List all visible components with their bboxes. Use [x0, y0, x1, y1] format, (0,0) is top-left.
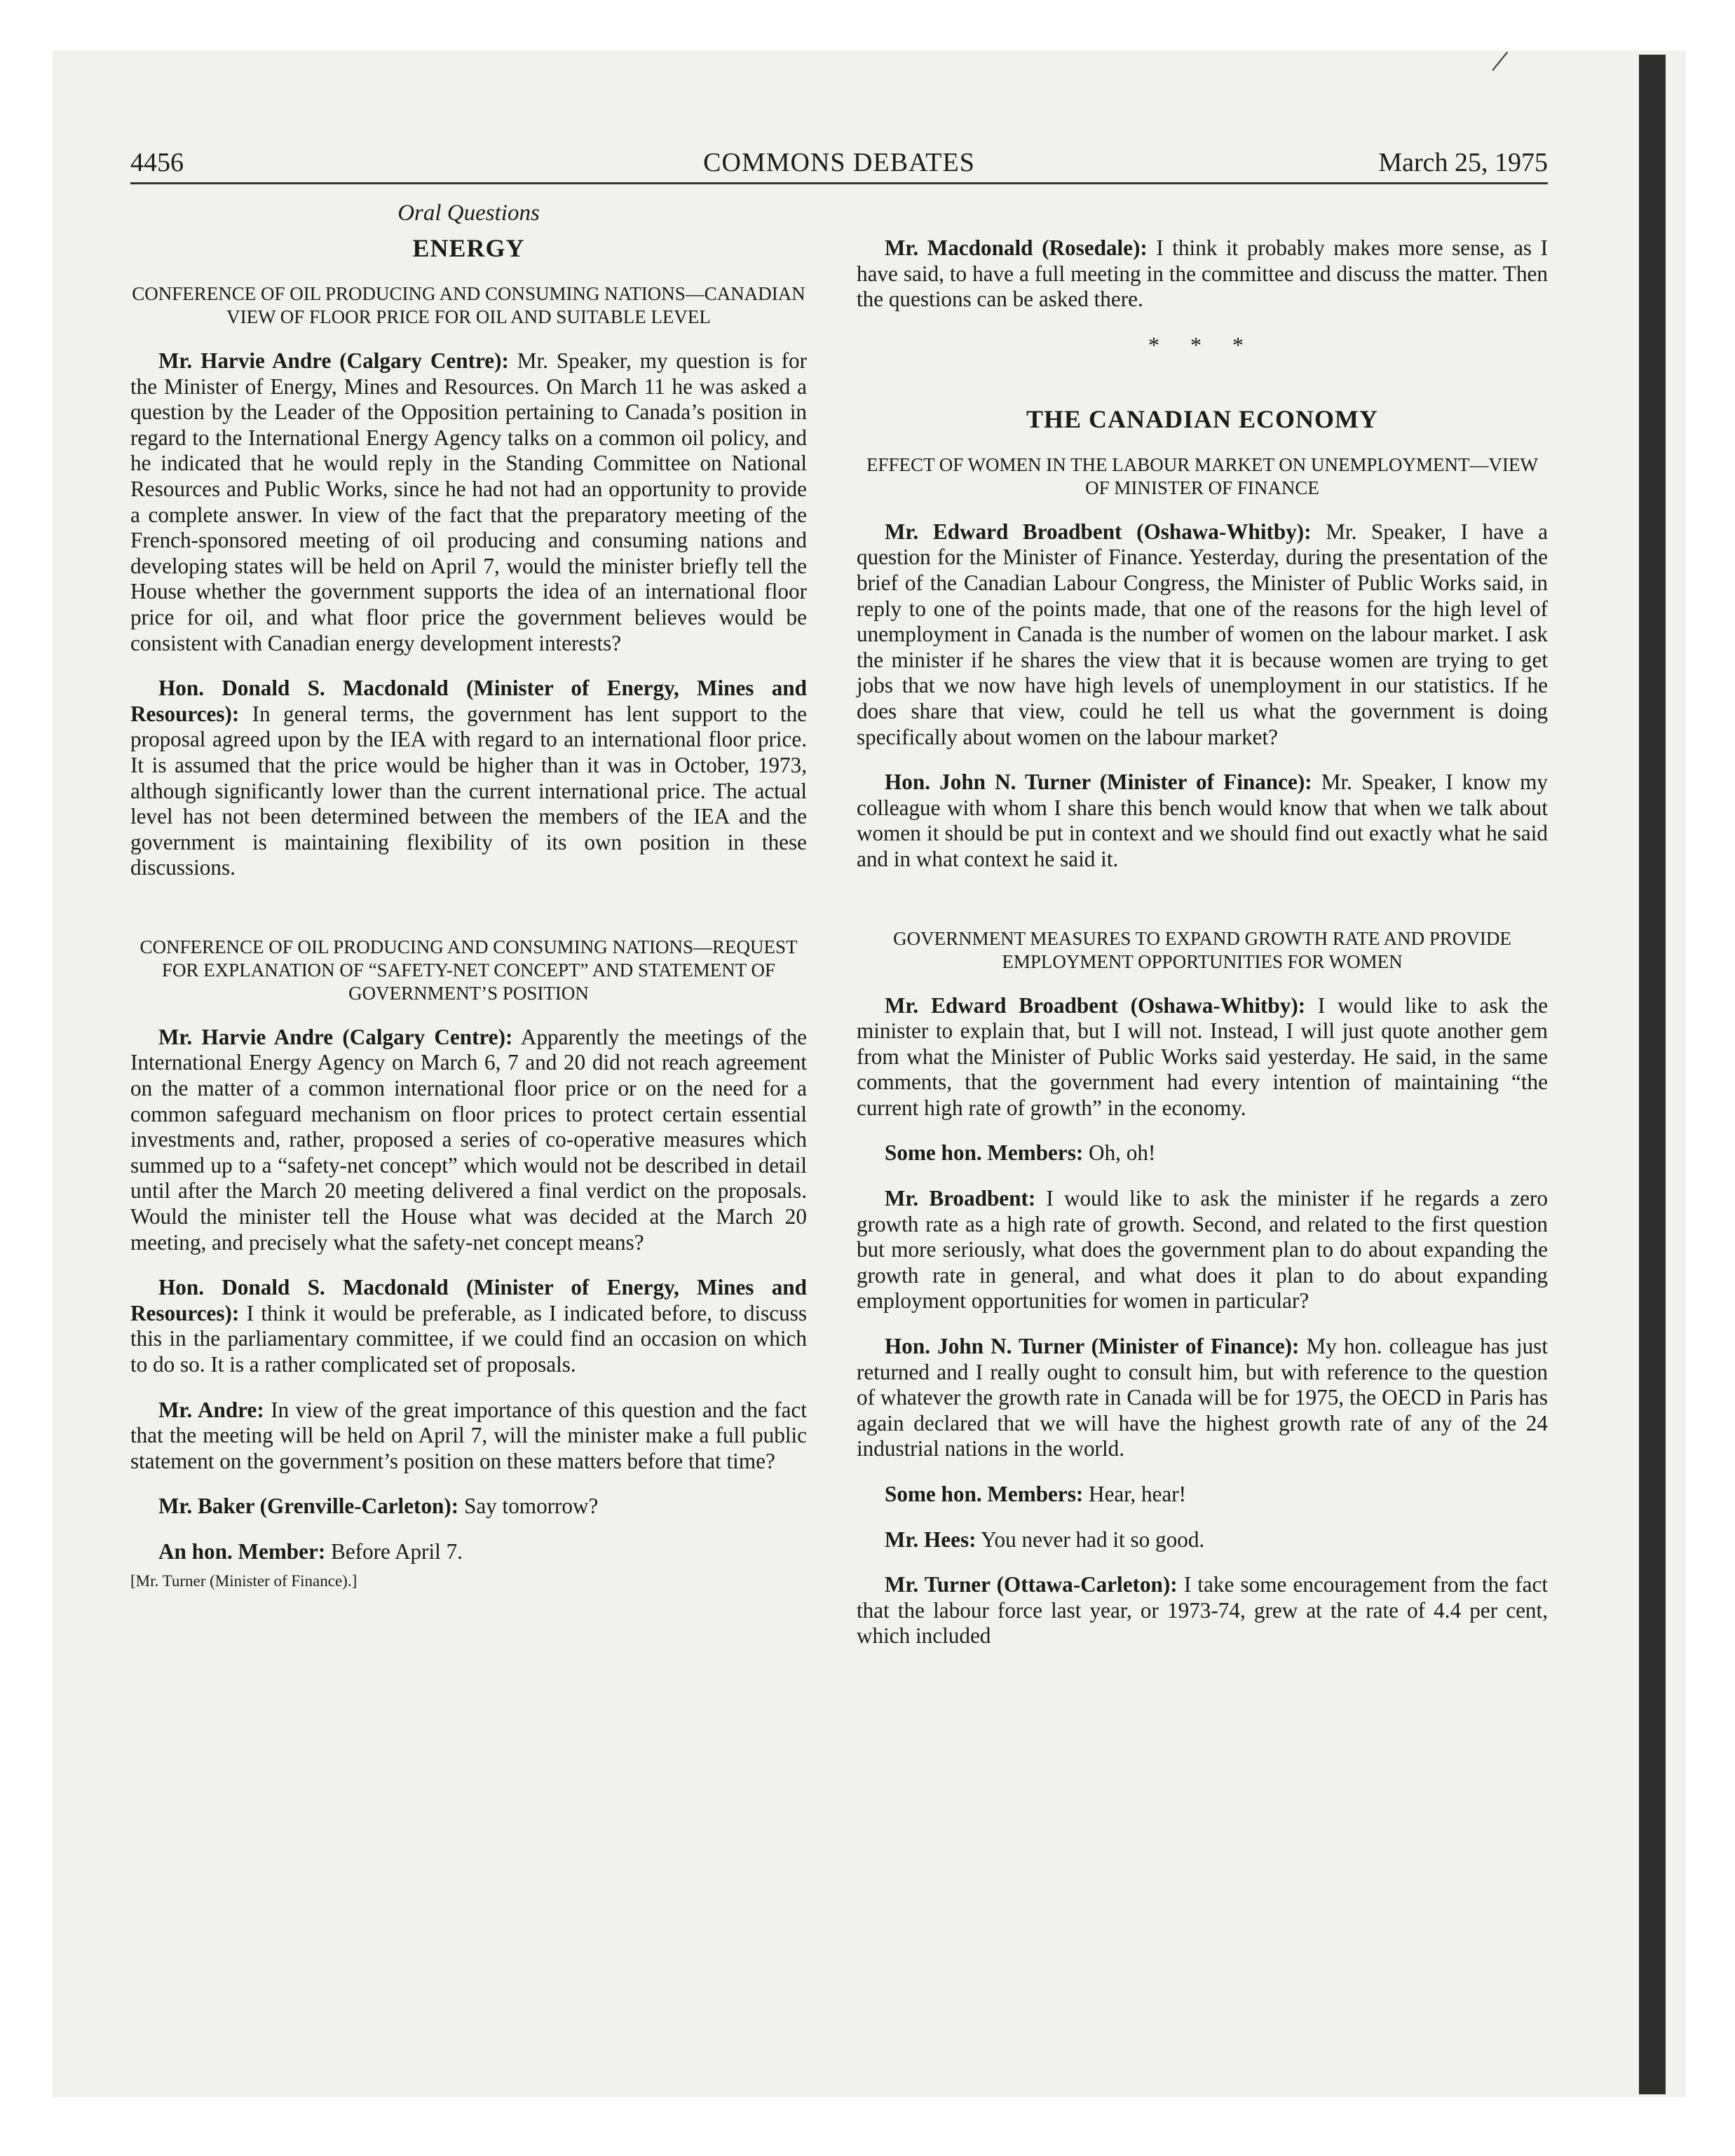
paragraph [130, 1494, 807, 1520]
speaker: Hon. Donald S. Macdonald (Minister of Energy, Mines and Resources): [130, 676, 807, 726]
paragraph [857, 1186, 1548, 1314]
paragraph [857, 236, 1548, 313]
speech-text: Oh, oh! [1083, 1140, 1156, 1166]
pen-mark: / [1489, 42, 1511, 81]
speaker: Mr. Edward Broadbent (Oshawa-Whitby): [885, 992, 1306, 1018]
speech-text: Apparently the meetings of the International Energy Agency on March 6, 7 and 20 did not reach agreement on the matter of a common international floor price or on the need for a common safeguard mechanism on floor prices to protect certain essential investments and, rather, proposed a series of co-operative measures which summed up to a “safety-net concept” which would not be described in detail until after the March 20 meeting delivered a final verdict on the proposals. Would the minister tell the House what was decided at the March 20 meeting, and precisely what the safety-net concept means? [130, 1024, 808, 1255]
paragraph [130, 1025, 807, 1255]
speech-text: I would like to ask the minister to explain that, but I will not. Instead, I will just quote another gem from what the Minister of Public Works said yesterday. He said, in the same comments, that the government had every intention of maintaining “the current high rate of growth” in the economy. [857, 992, 1548, 1120]
subheading: EFFECT OF WOMEN IN THE LABOUR MARKET ON UNEMPLOYMENT—VIEW OF MINISTER OF FINANCE [866, 453, 1538, 498]
speaker: Hon. Donald S. Macdonald (Minister of Energy, Mines and Resources): [130, 1275, 807, 1325]
subheading: CONFERENCE OF OIL PRODUCING AND CONSUMING NATIONS—REQUEST FOR EXPLANATION OF “SAFETY-NET CONCEPT” AND STATEMENT OF GOVERNMENT’S POSITION [140, 936, 798, 1004]
speech-text: I think it would be preferable, as I indicated before, to discuss this in the parliamentary committee, if we could find an occasion on which to do so. It is a rather complicated set of proposals. [130, 1300, 807, 1377]
speaker: Mr. Edward Broadbent (Oshawa-Whitby): [885, 519, 1312, 544]
paragraph [857, 1527, 1548, 1553]
paragraph [857, 770, 1548, 872]
speech-text: In general terms, the government has lent support to the proposal agreed upon by the IEA with regard to an international floor price. It is assumed that the price would be higher than it was in October, 1973, although significantly lower than the current international price. The actual level has not been determined between the members of the IEA and the government is maintaining flexibility of its own position in these discussions. [130, 701, 807, 880]
speaker: Mr. Baker (Grenville-Carleton): [158, 1494, 459, 1519]
paragraph [857, 519, 1548, 750]
paragraph [130, 348, 807, 656]
section-title-energy: ENERGY [412, 234, 525, 262]
speaker: Mr. Broadbent: [885, 1186, 1036, 1211]
speech-text: I think it probably makes more sense, as I have said, to have a full meeting in the committee and discuss the matter. Then the questions can be asked there. [857, 236, 1548, 312]
speech-text: Before April 7. [325, 1538, 463, 1564]
section-label: Oral Questions [397, 200, 540, 226]
section-title-economy: THE CANADIAN ECONOMY [1026, 404, 1378, 433]
paragraph [857, 993, 1548, 1121]
paragraph [857, 1482, 1548, 1508]
paragraph [130, 1275, 807, 1377]
speech-text: Hear, hear! [1083, 1482, 1187, 1506]
speaker: Mr. Macdonald (Rosedale): [885, 236, 1148, 260]
speech-text: Mr. Speaker, I know my colleague with whom I share this bench would know that when we talk about women it should be put in context and we should find out exactly what he said and in what context he said it. [857, 770, 1549, 871]
paragraph [130, 1539, 807, 1565]
speech-text: I would like to ask the minister if he regards a zero growth rate as a high rate of growth. Second, and related to the first question but more seriously, what does the government plan to do about expanding the growth rate in general, and what does it plan to do about expanding employment opportunities for women in particular? [857, 1186, 1548, 1314]
paragraph [857, 1334, 1548, 1462]
speech-text: Say tomorrow? [458, 1494, 599, 1519]
page-number: 4456 [130, 148, 184, 177]
speaker: Mr. Harvie Andre (Calgary Centre): [158, 348, 509, 373]
page-header [130, 143, 1548, 184]
right-column [857, 236, 1548, 1669]
speaker: Hon. John N. Turner (Minister of Finance): [885, 1334, 1300, 1359]
speech-text: Mr. Speaker, my question is for the Minister of Energy, Mines and Resources. On March 11 he was asked a question by the Leader of the Opposition pertaining to Canada’s position in regard to the International Energy Agency talks on a common oil policy, and he indicated that he would reply in the Standing Committee on National Resources and Public Works, since he had not had an opportunity to provide a complete answer. In view of the fact that the preparatory meeting of the French-sponsored meeting of oil producing and consuming nations and developing states will be held on April 7, would the minister briefly tell the House whether the government supports the idea of an international floor price for oil, and what floor price the government believes would be consistent with Canadian energy development interests? [130, 348, 808, 655]
section-separator: * * * [1148, 332, 1256, 357]
speech-text: In view of the great importance of this question and the fact that the meeting will be held on April 7, will the minister make a full public statement on the government’s position on these matters before that time? [130, 1397, 807, 1473]
paragraph [130, 1398, 807, 1475]
speaker: Some hon. Members: [885, 1482, 1084, 1506]
paragraph [130, 676, 807, 881]
scan-edge-shadow [1639, 55, 1666, 2094]
speaker: Mr. Hees: [885, 1527, 977, 1552]
footnote: [Mr. Turner (Minister of Finance).] [130, 1571, 358, 1590]
publication-title: COMMONS DEBATES [703, 148, 975, 177]
speaker: Mr. Turner (Ottawa-Carleton): [885, 1572, 1178, 1597]
speech-text: My hon. colleague has just returned and I really ought to consult him, but with reference to the question of whatever the growth rate in Canada will be for 1975, the OECD in Paris has again declared that we will have the highest growth rate of any of the 24 industrial nations in the world. [857, 1334, 1548, 1461]
speaker: Mr. Andre: [158, 1397, 264, 1422]
speech-text: You never had it so good. [976, 1527, 1205, 1552]
speaker: Mr. Harvie Andre (Calgary Centre): [158, 1024, 513, 1049]
speaker: Some hon. Members: [885, 1140, 1084, 1166]
paragraph [857, 1572, 1548, 1649]
speaker: Hon. John N. Turner (Minister of Finance): [885, 770, 1312, 795]
issue-date: March 25, 1975 [1378, 148, 1548, 177]
paragraph [857, 1140, 1548, 1166]
speaker: An hon. Member: [158, 1538, 326, 1564]
subheading: GOVERNMENT MEASURES TO EXPAND GROWTH RATE AND PROVIDE EMPLOYMENT OPPORTUNITIES FOR WOMEN [893, 927, 1511, 972]
speech-text: I take some encouragement from the fact that the labour force last year, or 1973-74, grew at the rate of 4.4 per cent, which included [857, 1572, 1548, 1649]
subheading: CONFERENCE OF OIL PRODUCING AND CONSUMING NATIONS—CANADIAN VIEW OF FLOOR PRICE FOR OIL AND SUITABLE LEVEL [132, 283, 805, 327]
left-column [130, 198, 807, 1590]
speech-text: Mr. Speaker, I have a question for the Minister of Finance. Yesterday, during the presentation of the brief of the Canadian Labour Congress, the Minister of Public Works said, in reply to one of the points made, that one of the reasons for the high level of unemployment in Canada is the number of women on the labour market. I ask the minister if he shares the view that it is because women are trying to get jobs that we now have high levels of unemployment in our statistics. If he does share that view, could he tell us what the government is doing specifically about women on the labour market? [857, 519, 1548, 749]
